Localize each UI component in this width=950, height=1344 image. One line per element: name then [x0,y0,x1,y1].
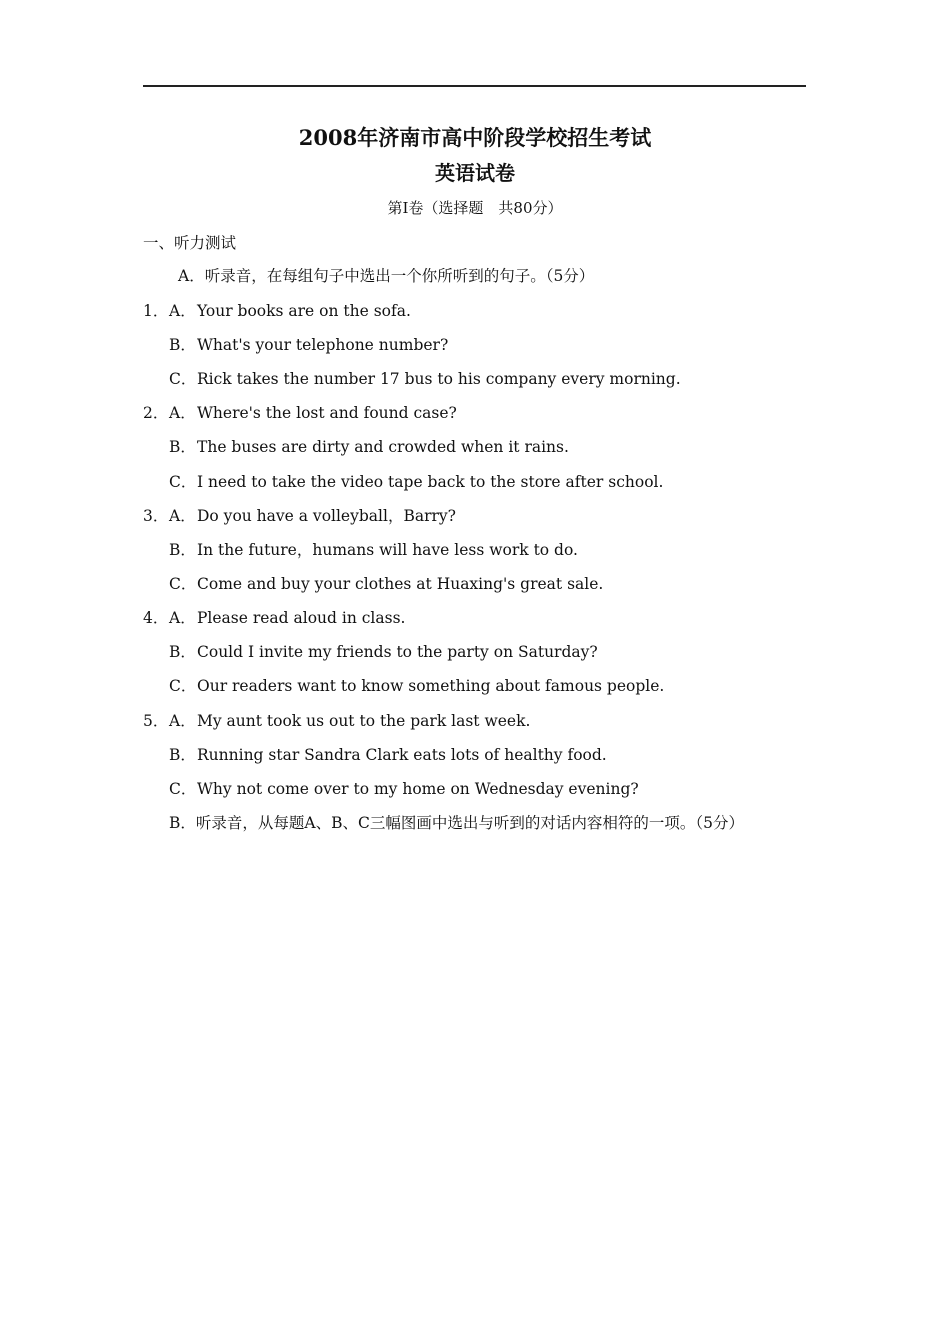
option-text: Our readers want to know something about famous people. [197,677,665,695]
option-label: C． [169,677,197,695]
section-label: 第Ⅰ卷（选择题 共80分） [387,199,563,217]
instruction-b: B．听录音，从每题A、B、C三幅图画中选出与听到的对话内容相符的一项。（5分） [169,814,744,832]
option-text: Your books are on the sofa. [197,302,411,320]
option-text: Why not come over to my home on Wednesday evening? [197,780,639,798]
option-text: Running star Sandra Clark eats lots of healthy food. [197,746,607,764]
option-label: B． [169,336,196,354]
option-text: Come and buy your clothes at Huaxing's great sale. [197,575,604,593]
option-text: What's your telephone number? [197,336,449,354]
option-label: C． [169,575,197,593]
option-label: A． [169,404,196,422]
question-5-option-a [143,710,530,732]
option-label: B． [169,643,196,661]
option-text: Please read aloud in class. [197,609,406,627]
question-4-option-b [169,641,598,663]
instruction-a: A．听录音，在每组句子中选出一个你所听到的句子。（5分） [178,267,595,285]
question-3-option-c [169,573,603,595]
part-heading: 一、听力测试 [143,234,237,252]
option-label: C． [169,370,197,388]
option-label: A． [169,507,196,525]
question-2-option-a [143,402,457,424]
question-number: 3． [143,507,169,525]
option-text: Where's the lost and found case? [197,404,457,422]
option-label: C． [169,473,197,491]
header-rule [143,85,806,87]
question-5-option-c [169,778,639,800]
exam-subtitle: 英语试卷 [435,161,515,185]
question-1-option-b [169,334,448,356]
option-text: In the future，humans will have less work to do. [197,541,578,559]
option-label: B． [169,541,196,559]
question-4-option-c [169,675,664,697]
question-number: 4． [143,609,169,627]
question-3-option-b [169,539,578,561]
question-1-option-c [169,368,681,390]
option-text: Rick takes the number 17 bus to his company every morning. [197,370,681,388]
question-2-option-b [169,436,569,458]
question-3-option-a [143,505,456,527]
option-text: The buses are dirty and crowded when it rains. [197,438,569,456]
question-5-option-b [169,744,607,766]
option-label: A． [169,302,196,320]
question-number: 2． [143,404,169,422]
option-text: My aunt took us out to the park last week. [197,712,531,730]
option-label: C． [169,780,197,798]
question-number: 5． [143,712,169,730]
option-text: Could I invite my friends to the party on Saturday? [197,643,598,661]
option-label: A． [169,609,196,627]
exam-title: 2008年济南市高中阶段学校招生考试 [298,125,652,150]
option-text: Do you have a volleyball，Barry? [197,507,456,525]
option-label: B． [169,438,196,456]
option-label: A． [169,712,196,730]
question-number: 1． [143,302,169,320]
option-text: I need to take the video tape back to the store after school. [197,473,664,491]
question-1-option-a [143,300,411,322]
option-label: B． [169,746,196,764]
question-2-option-c [169,471,663,493]
question-4-option-a [143,607,405,629]
